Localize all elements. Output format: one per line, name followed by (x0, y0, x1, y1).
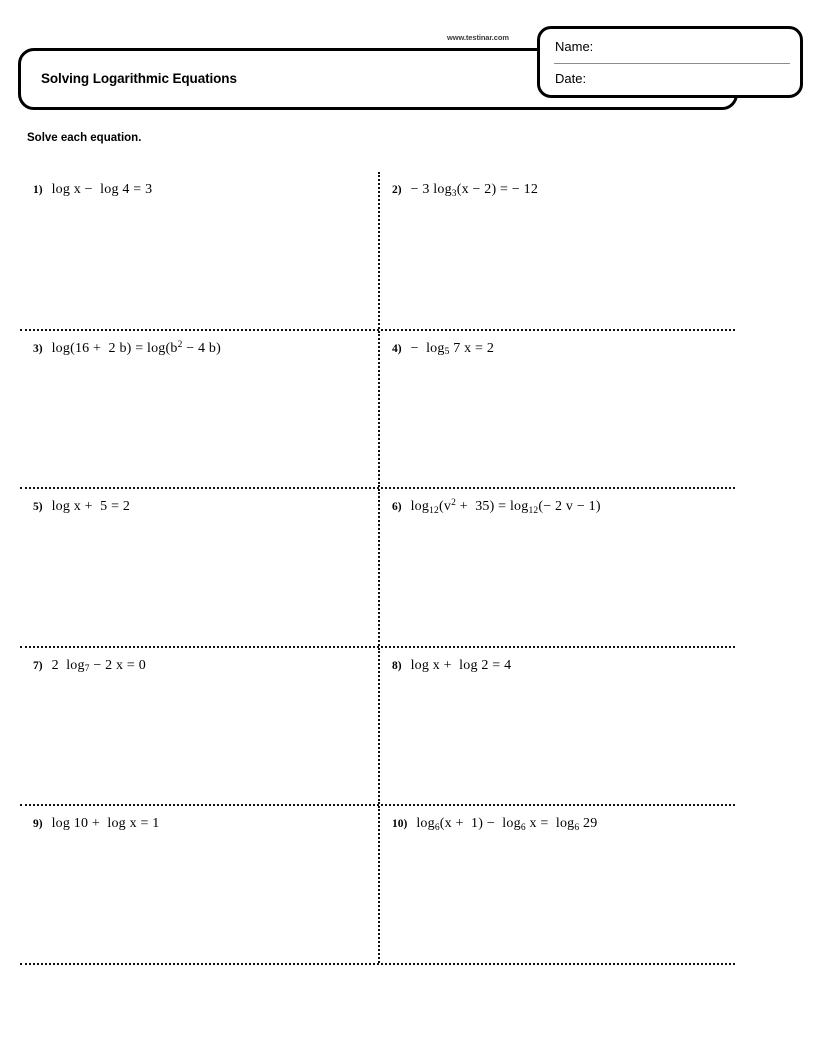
watermark-url: www.testinar.com (447, 33, 509, 42)
problem-cell-9 (20, 806, 380, 963)
problem-number: 8) (392, 659, 402, 672)
name-write-line (554, 63, 790, 64)
problem-7 (33, 658, 146, 674)
problem-equation: $\log_{12}(v^2 + 35) = \log_{12}(- 2$ v − 1) (410, 498, 601, 516)
problem-9 (33, 816, 159, 832)
problem-number: 2) (392, 184, 402, 196)
problem-equation: log x + 5 = 2 (51, 499, 131, 515)
name-date-box (537, 26, 803, 98)
problem-row (20, 489, 735, 648)
problem-3 (33, 341, 221, 357)
problem-equation: − $\log_5 7$ x = 2 (410, 340, 495, 358)
problem-equation: $\log_6(x + 1) - \log_6 x = \log_6 29$ (416, 816, 598, 833)
problem-cell-10 (380, 806, 735, 963)
problem-row (20, 331, 735, 490)
problem-cell-8 (380, 648, 735, 805)
problem-row (20, 172, 735, 331)
problem-number: 9) (33, 818, 43, 831)
problem-number: 7) (33, 659, 43, 672)
problem-cell-2 (380, 172, 735, 329)
problem-equation: − 3 $\log_3(x - 2)$ = − 12 (410, 182, 539, 199)
date-label: Date: (555, 71, 587, 86)
problem-cell-6 (380, 489, 735, 646)
problem-cell-3 (20, 331, 380, 488)
problem-5 (33, 499, 130, 515)
problem-equation: log 10 + log x = 1 (51, 816, 160, 832)
problem-number: 5) (33, 501, 43, 514)
problem-number: 6) (392, 501, 402, 514)
problem-equation: log x + log 2 = 4 (410, 657, 512, 673)
problem-number: 3) (33, 342, 43, 355)
problem-cell-7 (20, 648, 380, 805)
name-label: Name: (555, 39, 594, 54)
problem-number: 4) (392, 342, 402, 355)
problem-row (20, 648, 735, 807)
problem-2 (392, 182, 538, 198)
problem-cell-1 (20, 172, 380, 329)
problem-row (20, 806, 735, 965)
problem-6 (392, 499, 601, 515)
worksheet-header (0, 0, 816, 120)
problem-1 (33, 182, 152, 198)
problem-number: 1) (33, 184, 43, 196)
problem-10 (392, 816, 597, 832)
problem-cell-5 (20, 489, 380, 646)
problem-equation: log x − log 4 = 3 (51, 182, 153, 197)
problem-grid (20, 172, 735, 965)
problem-cell-4 (380, 331, 735, 488)
problem-4 (392, 341, 494, 357)
problem-equation: log(16 + 2 $b) = \log(b^2 - 4$ b) (51, 339, 221, 356)
page-title: Solving Logarithmic Equations (41, 71, 237, 86)
problem-8 (392, 658, 511, 674)
instruction-text: Solve each equation. (27, 132, 142, 144)
problem-equation: 2 $\log_7 - 2$ x = 0 (51, 657, 146, 675)
problem-number: 10) (392, 818, 408, 831)
